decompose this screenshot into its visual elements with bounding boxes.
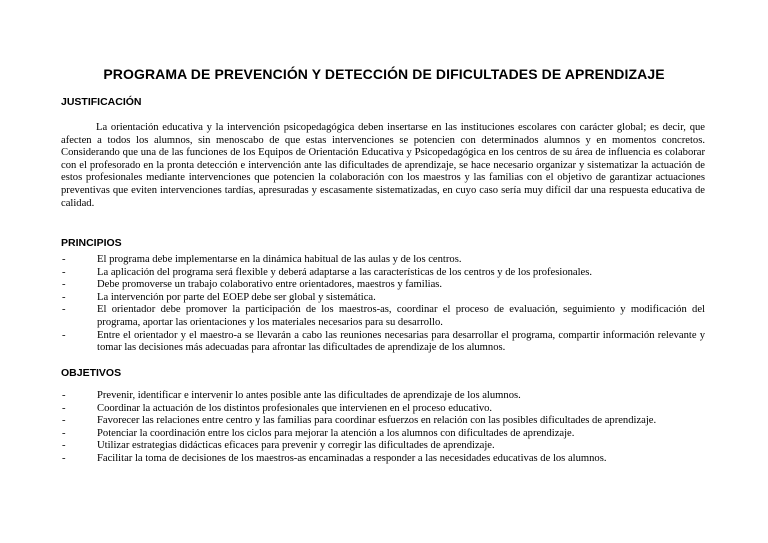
list-objetivos — [61, 390, 705, 466]
list-item: - La aplicación del programa será flexible y deberá adaptarse a las características de los centros y de los profesionales. — [61, 267, 705, 280]
heading-justificacion: JUSTIFICACIÓN — [61, 96, 142, 108]
list-item: - Prevenir, identificar e intervenir lo antes posible ante las dificultades de aprendizaje de los alumnos. — [61, 390, 705, 403]
heading-objetivos: OBJETIVOS — [61, 367, 122, 379]
list-item: - Coordinar la actuación de los distintos profesionales que intervienen en el proceso educativo. — [61, 403, 705, 416]
list-item: - Debe promoverse un trabajo colaborativo entre orientadores, maestros y familias. — [61, 279, 705, 292]
list-item: - El orientador debe promover la participación de los maestros-as, coordinar el proceso de evaluación, seguimiento y modificación del programa, aportar las orientaciones y los materiales necesarios para su desarrollo. — [61, 304, 705, 329]
list-item: - Potenciar la coordinación entre los ciclos para mejorar la atención a los alumnos con dificultades de aprendizaje. — [61, 428, 705, 441]
list-item: - Favorecer las relaciones entre centro y las familias para coordinar esfuerzos en relación con las posibles dificultades de aprendizaje. — [61, 415, 705, 428]
heading-principios: PRINCIPIOS — [61, 237, 122, 249]
list-item: - La intervención por parte del EOEP debe ser global y sistemática. — [61, 292, 705, 305]
paragraph-justificacion: La orientación educativa y la intervención psicopedagógica deben insertarse en las instituciones escolares con carácter global; es decir, que afecten a todos los alumnos, sin menoscabo de que estas intervenciones se potencien con determinados alumnos y en momentos concretos. Considerando que una de las funciones de los Equipos de Orientación Educativa y Psicopedagógica en los centros de su área de influencia es colaborar con el profesorado en la pronta detección e intervención ante las dificultades de aprendizaje, se hace necesario organizar y sistematizar la actuación de estos profesionales mediante intervenciones que potencien la colaboración con los maestros y las familias con el objetivo de garantizar actuaciones preventivas que eviten intervenciones tardías, apresuradas y escasamente sistematizadas, en cuyo caso sería muy difícil dar una respuesta educativa de calidad. — [61, 122, 705, 209]
list-item: - El programa debe implementarse en la dinámica habitual de las aulas y de los centros. — [61, 254, 705, 267]
list-item: - Facilitar la toma de decisiones de los maestros-as encaminadas a responder a las necesidades educativas de los alumnos. — [61, 453, 705, 466]
list-principios — [61, 254, 705, 355]
list-item: - Utilizar estrategias didácticas eficaces para prevenir y corregir las dificultades de aprendizaje. — [61, 440, 705, 453]
document-title: PROGRAMA DE PREVENCIÓN Y DETECCIÓN DE DIFICULTADES DE APRENDIZAJE — [103, 66, 665, 82]
list-item: - Entre el orientador y el maestro-a se llevarán a cabo las reuniones necesarias para desarrollar el programa, compartir información relevante y tomar las decisiones más adecuadas para afrontar las dificultades de aprendizaje de los alumnos. — [61, 330, 705, 355]
